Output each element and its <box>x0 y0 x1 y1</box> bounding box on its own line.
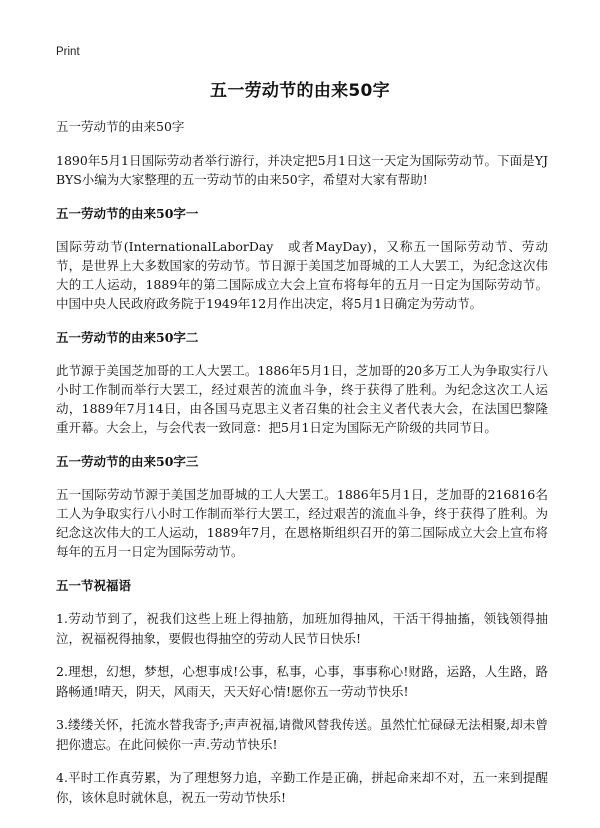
intro-paragraph: 1890年5月1日国际劳动者举行游行，并决定把5月1日这一天定为国际劳动节。下面是YJBYS小编为大家整理的五一劳动节的由来50字，希望对大家有帮助! <box>56 153 548 187</box>
section-paragraph-3: 五一国际劳动节源于美国芝加哥城的工人大罢工。1886年5月1日，芝加哥的216816名工人为争取实行八小时工作制而举行大罢工，经过艰苦的流血斗争，终于获得了胜利。为纪念这次伟大的工人运动，1889年7月，在恩格斯组织召开的第二国际成立大会上宣布将每年的五月一日定为国际劳动节。 <box>56 487 548 559</box>
wish-item-2: 2.理想，幻想，梦想，心想事成!公事，私事，心事，事事称心!财路，运路，人生路，路路畅通!晴天，阴天，风雨天，天天好心情!愿你五一劳动节快乐! <box>56 664 548 699</box>
page-title: 五一劳动节的由来50字 <box>210 81 390 101</box>
section-heading-2: 五一劳动节的由来50字二 <box>56 330 199 345</box>
print-link[interactable]: Print <box>56 46 80 58</box>
wish-item-4: 4.平时工作真劳累，为了理想努力追，辛勤工作是正确，拼起命来却不对，五一来到提醒你，该休息时就休息，祝五一劳动节快乐! <box>56 770 548 805</box>
wish-item-1: 1.劳动节到了，祝我们这些上班上得抽筋，加班加得抽风，干活干得抽搐，领钱领得抽泣，祝福祝得抽象，要假也得抽空的劳动人民节日快乐! <box>56 611 548 646</box>
document-body <box>56 118 548 821</box>
wishes-heading: 五一节祝福语 <box>56 578 132 593</box>
section-heading-3: 五一劳动节的由来50字三 <box>56 454 199 469</box>
section-heading-1: 五一劳动节的由来50字一 <box>56 206 199 221</box>
section-paragraph-1: 国际劳动节(InternationalLaborDay 或者MayDay)，又称五一国际劳动节、劳动节，是世界上大多数国家的劳动节。节日源于美国芝加哥城的工人大罢工，为纪念这次伟大的工人运动，1889年的第二国际成立大会上宣布将每年的五月一日定为国际劳动节。中国中央人民政府政务院于1949年12月作出决定，将5月1日确定为劳动节。 <box>56 239 548 311</box>
wish-item-3: 3.缕缕关怀，托流水替我寄予;声声祝福,请微风替我传送。虽然忙忙碌碌无法相聚,却未曾把你遗忘。在此问候你一声.劳动节快乐! <box>56 717 548 752</box>
document-subtitle: 五一劳动节的由来50字 <box>56 119 185 134</box>
section-paragraph-2: 此节源于美国芝加哥的工人大罢工。1886年5月1日，芝加哥的20多万工人为争取实行八小时工作制而举行大罢工，经过艰苦的流血斗争，终于获得了胜利。为纪念这次工人运动，1889年7月14日，由各国马克思主义者召集的社会主义者代表大会，在法国巴黎隆重开幕。大会上，与会代表一致同意：把5月1日定为国际无产阶级的共同节日。 <box>56 363 548 435</box>
